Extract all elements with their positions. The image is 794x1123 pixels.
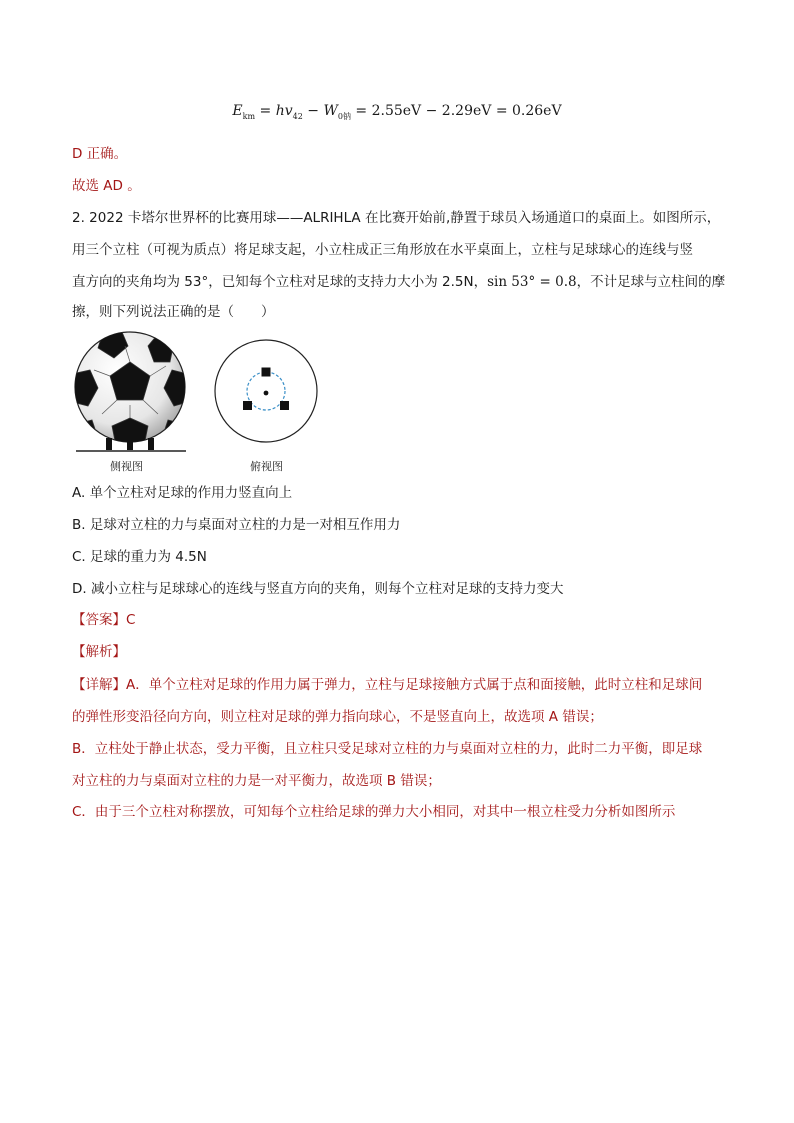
post-bottom-left (243, 401, 252, 410)
answer-value: C (126, 612, 136, 628)
post-middle-side (127, 438, 133, 450)
previous-choice: 故选 AD 。 (72, 178, 141, 194)
top-view-caption: 俯视图 (250, 460, 283, 473)
formula-hv-sub: 42 (292, 111, 303, 121)
formula-w: − W (307, 103, 338, 119)
question-stem-line-2: 用三个立柱（可视为质点）将足球支起，小立柱成正三角形放在水平桌面上，立柱与足球球心的连线与竖 (72, 242, 693, 258)
sin-expression: sin 53° = 0.8 (487, 274, 577, 290)
detail-a-line-2: 的弹性形变沿径向方向，则立柱对足球的弹力指向球心，不是竖直向上，故选项 A 错误； (72, 709, 603, 725)
post-top (262, 368, 271, 377)
formula-hv: hv (275, 103, 293, 119)
previous-d-correct: D 正确。 (72, 146, 128, 162)
top-view-diagram (213, 338, 323, 448)
side-view-caption: 侧视图 (110, 460, 143, 473)
post-right-side (148, 438, 154, 450)
option-a: A. 单个立柱对足球的作用力竖直向上 (72, 485, 293, 501)
question-stem-line-3b: ，不计足球与立柱间的摩 (576, 274, 726, 290)
post-bottom-right (280, 401, 289, 410)
formula-lhs: E (232, 103, 243, 119)
detail-a-text-1: A．单个立柱对足球的作用力属于弹力，立柱与足球接触方式属于点和面接触，此时立柱和足球间 (126, 677, 703, 693)
question-stem-line-3a: 直方向的夹角均为 53°，已知每个立柱对足球的支持力大小为 2.5N， (72, 274, 488, 290)
detail-c-line-1: C．由于三个立柱对称摆放，可知每个立柱给足球的弹力大小相同，对其中一根立柱受力分析如图所示 (72, 804, 676, 820)
soccer-ball-side-view (70, 330, 190, 455)
question-stem-line-4: 擦，则下列说法正确的是（ ） (72, 304, 275, 320)
detail-b-line-1: B．立柱处于静止状态，受力平衡，且立柱只受足球对立柱的力与桌面对立柱的力，此时二力平衡，即足球 (72, 741, 703, 757)
formula-rhs: = 2.55eV − 2.29eV = 0.26eV (355, 103, 562, 119)
post-left-side (106, 438, 112, 450)
option-d: D. 减小立柱与足球球心的连线与竖直方向的夹角，则每个立柱对足球的支持力变大 (72, 581, 564, 597)
photoelectric-formula: $E_{km} = hv_{42} - W_{0钠} = 2.55eV - 2.29eV = 0.26eV$ (232, 103, 562, 121)
formula-lhs-sub: km (242, 111, 256, 121)
formula-w-sub: 0钠 (337, 111, 351, 121)
detail-label: 【详解】 (72, 677, 126, 693)
answer-label: 【答案】 (72, 612, 126, 628)
detail-b-line-2: 对立柱的力与桌面对立柱的力是一对平衡力，故选项 B 错误； (72, 773, 441, 789)
question-stem-line-3 (72, 272, 725, 292)
analysis-label: 【解析】 (72, 644, 126, 660)
answer-line (72, 610, 135, 630)
option-b: B. 足球对立柱的力与桌面对立柱的力是一对相互作用力 (72, 517, 401, 533)
question-stem-line-1: 2. 2022 卡塔尔世界杯的比赛用球——ALRIHLA 在比赛开始前,静置于球员入场通道口的桌面上。如图所示， (72, 210, 721, 226)
option-c: C. 足球的重力为 4.5N (72, 549, 207, 565)
ball-center-dot (264, 391, 269, 396)
detail-a-line-1 (72, 675, 702, 695)
